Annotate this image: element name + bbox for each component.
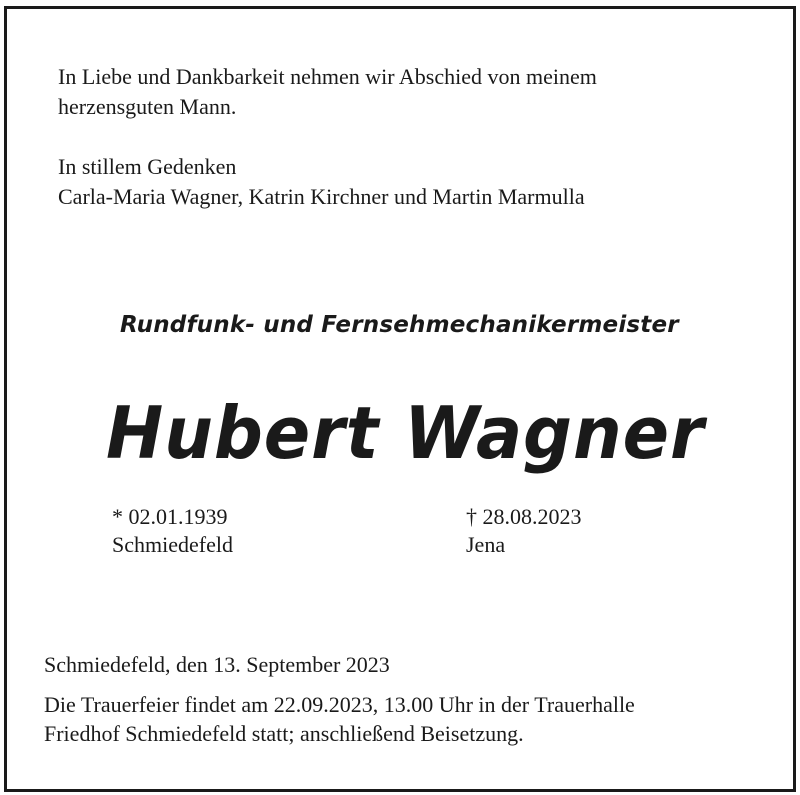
- deceased-name: Hubert Wagner: [106, 391, 705, 475]
- service-line-1: Die Trauerfeier findet am 22.09.2023, 13.00 Uhr in der Trauerhalle: [44, 692, 635, 717]
- mourners-text: [58, 152, 585, 212]
- mourners-names: Carla-Maria Wagner, Katrin Kirchner und Martin Marmulla: [58, 184, 585, 209]
- death-place: Jena: [466, 532, 506, 557]
- intro-line-2: herzensguten Mann.: [58, 94, 237, 119]
- death-info: [466, 503, 582, 559]
- birth-date: * 02.01.1939: [112, 504, 228, 529]
- intro-text: [58, 62, 597, 122]
- profession-title: Rundfunk- und Fernsehmechanikermeister: [120, 312, 679, 338]
- remembrance-line: In stillem Gedenken: [58, 154, 237, 179]
- service-line-2: Friedhof Schmiedefeld statt; anschließend Beisetzung.: [44, 721, 524, 746]
- place-and-date: Schmiedefeld, den 13. September 2023: [44, 652, 390, 677]
- death-date: † 28.08.2023: [466, 504, 582, 529]
- intro-line-1: In Liebe und Dankbarkeit nehmen wir Abschied von meinem: [58, 64, 597, 89]
- birth-place: Schmiedefeld: [112, 532, 233, 557]
- funeral-service-info: [44, 690, 635, 748]
- birth-info: [112, 503, 233, 559]
